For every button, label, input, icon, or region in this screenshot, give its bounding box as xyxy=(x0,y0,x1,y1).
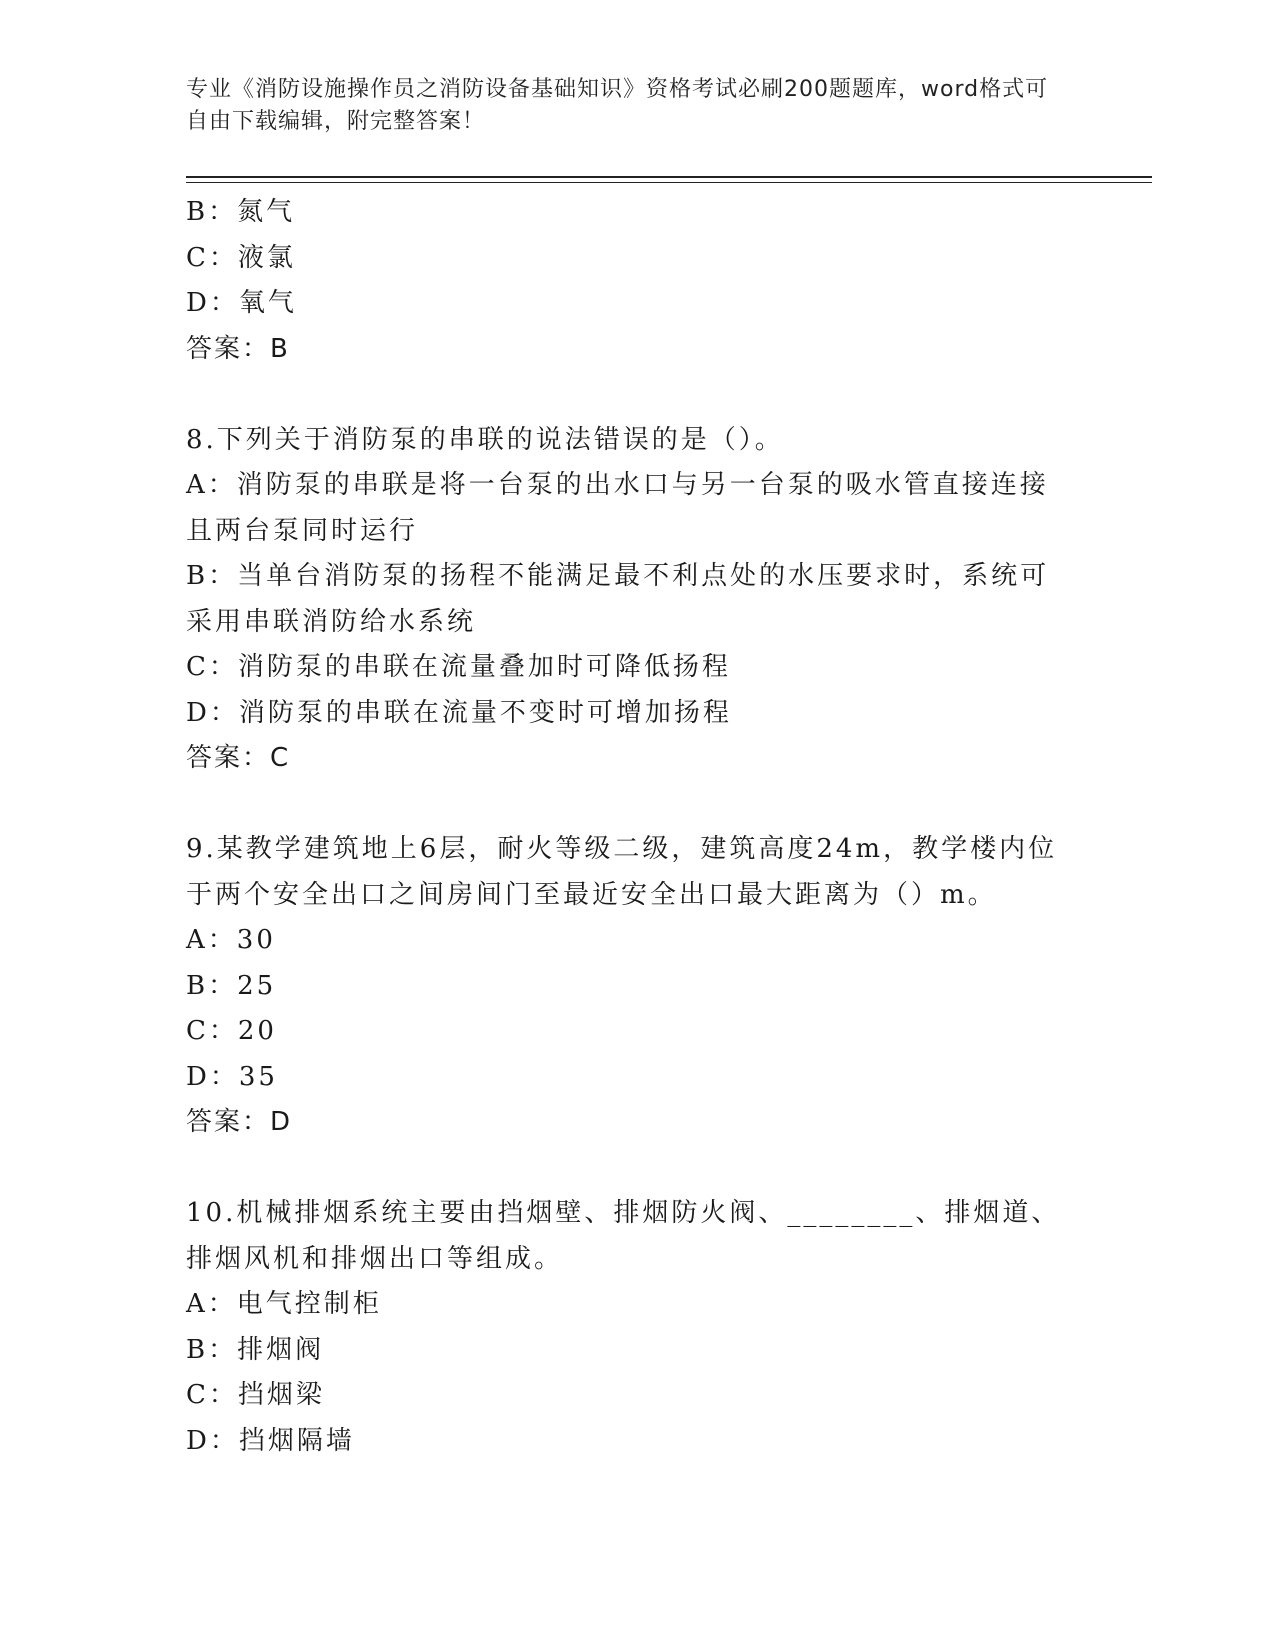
question-7-continuation xyxy=(186,190,1086,372)
option-a: A：消防泵的串联是将一台泵的出水口与另一台泵的吸水管直接连接且两台泵同时运行 xyxy=(186,470,1049,546)
answer-line: 答案：C xyxy=(186,743,291,773)
question-9 xyxy=(186,827,1086,1146)
option-d: D：挡烟隔墙 xyxy=(186,1425,355,1456)
option-c: C：液氯 xyxy=(186,242,296,273)
option-d: D：消防泵的串联在流量不变时可增加扬程 xyxy=(186,697,732,728)
spacer xyxy=(186,1146,1086,1192)
option-d: D：氧气 xyxy=(186,288,297,318)
option-b: B：25 xyxy=(186,970,277,1001)
option-d: D：35 xyxy=(186,1061,278,1092)
question-content xyxy=(186,190,1086,1464)
spacer xyxy=(186,782,1086,828)
document-header: 专业《消防设施操作员之消防设备基础知识》资格考试必刷200题题库，word格式可自由下载编辑，附完整答案！ xyxy=(186,77,1049,134)
header-divider-thick xyxy=(186,176,1152,178)
option-b: B：氮气 xyxy=(186,197,296,227)
option-b: B：排烟阀 xyxy=(186,1334,325,1365)
question-stem: 8.下列关于消防泵的串联的说法错误的是（）。 xyxy=(186,424,784,455)
question-stem: 10.机械排烟系统主要由挡烟壁、排烟防火阀、________、排烟道、排烟风机和排烟出口等组成。 xyxy=(186,1198,1061,1274)
option-c: C：消防泵的串联在流量叠加时可降低扬程 xyxy=(186,652,731,682)
question-8 xyxy=(186,418,1086,782)
question-stem: 9.某教学建筑地上6层，耐火等级二级，建筑高度24m，教学楼内位于两个安全出口之间房间门至最近安全出口最大距离为（）m。 xyxy=(186,834,1058,910)
option-a: A：30 xyxy=(186,925,276,955)
option-c: C：20 xyxy=(186,1016,277,1046)
option-a: A：电气控制柜 xyxy=(186,1289,382,1319)
answer-line: 答案：D xyxy=(186,1107,293,1137)
option-c: C：挡烟梁 xyxy=(186,1380,325,1410)
header-divider-thin xyxy=(186,182,1152,183)
option-b: B：当单台消防泵的扬程不能满足最不利点处的水压要求时，系统可采用串联消防给水系统 xyxy=(186,561,1050,637)
spacer xyxy=(186,372,1086,418)
answer-line: 答案：B xyxy=(186,333,290,364)
question-10 xyxy=(186,1191,1086,1464)
